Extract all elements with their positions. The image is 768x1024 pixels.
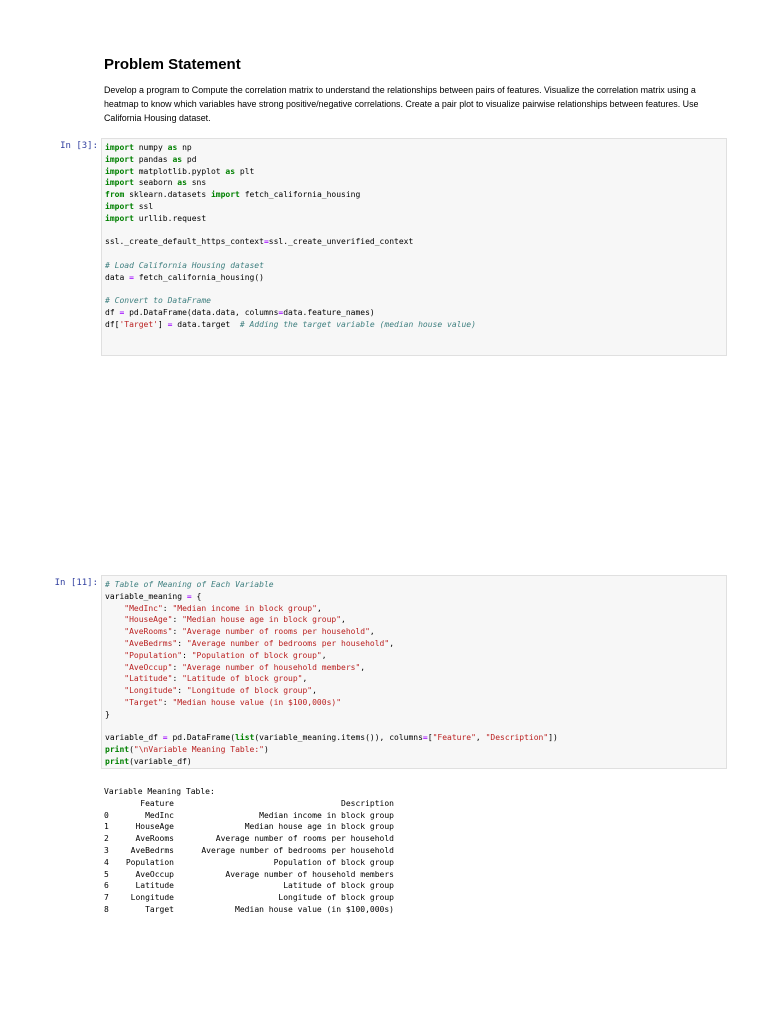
code-line: [105, 650, 723, 662]
output-row-feature: HouseAge: [135, 822, 174, 832]
code-token: (variable_df): [129, 756, 192, 766]
code-token: "HouseAge": [124, 615, 173, 625]
code-cell-2[interactable]: [101, 575, 727, 769]
code-token: plt: [235, 166, 255, 176]
code-token: fetch_california_housing: [239, 190, 361, 200]
code-line: [105, 579, 723, 591]
output-row-index: 8: [104, 904, 109, 914]
code-token: [105, 663, 124, 672]
code-line: [105, 744, 723, 756]
problem-statement-text: Develop a program to Compute the correlation matrix to understand the relationships between pairs of features. Visualize the correlation matrix using a heatmap to know which variables have strong positive/negative correlations. Create a pair plot to visualize pairwise relationships between features. Use California Housing dataset.: [104, 85, 699, 124]
output-row-description: Longitude of block group: [278, 893, 394, 903]
code-token: list: [235, 733, 255, 743]
code-token: import: [210, 190, 240, 200]
code-line: [105, 685, 723, 697]
code-token: df: [105, 308, 120, 318]
code-token: pandas: [133, 154, 173, 164]
code-token: "Median house age in block group": [182, 615, 342, 625]
code-token: :: [182, 650, 192, 660]
code-token: pd.DataFrame(: [167, 733, 236, 743]
code-line: [105, 213, 723, 225]
code-token: # Convert to DataFrame: [105, 296, 211, 306]
output-row-index: 3: [104, 845, 109, 855]
code-token: ,: [316, 603, 322, 613]
code-token: ,: [475, 733, 486, 743]
code-token: =: [278, 308, 284, 318]
code-line: [105, 154, 723, 166]
code-token: pd.DataFrame(data.data, columns: [124, 308, 279, 318]
code-line: [105, 260, 723, 272]
output-row-index: 0: [104, 810, 109, 820]
code-token: from: [105, 190, 125, 200]
code-token: "Longitude of block group": [186, 686, 313, 696]
code-token: :: [162, 603, 173, 613]
code-token: pd: [182, 154, 197, 164]
code-token: data.feature_names): [283, 308, 375, 318]
output-row-feature: MedInc: [145, 810, 174, 820]
code-token: ,: [369, 627, 375, 637]
code-token: import: [105, 166, 134, 176]
code-token: numpy: [133, 143, 168, 152]
code-token: variable_meaning: [105, 591, 187, 601]
code-token: ,: [389, 638, 395, 648]
code-line: [105, 272, 723, 284]
code-line: [105, 284, 723, 296]
code-line: [105, 614, 723, 626]
code-line: [105, 591, 723, 603]
code-token: [105, 639, 124, 648]
code-token: ]): [548, 733, 558, 743]
code-token: [105, 698, 124, 707]
output-row-index: 7: [104, 893, 109, 903]
code-token: =: [186, 591, 192, 601]
code-token: "Feature": [432, 733, 476, 743]
code-line: [105, 697, 723, 709]
code-token: [: [427, 733, 433, 743]
code-token: [105, 627, 124, 636]
code-line: [105, 307, 723, 319]
code-token: =: [129, 272, 134, 282]
code-token: "Population of block group": [191, 650, 322, 660]
output-row-feature: AveBedrms: [130, 845, 174, 855]
output-table-row: [104, 892, 394, 904]
code-token: [105, 651, 124, 660]
code-token: np: [177, 143, 192, 152]
code-token: ): [263, 745, 269, 755]
code-cell-2-source[interactable]: [102, 576, 726, 771]
output-row-description: Median house age in block group: [244, 822, 394, 832]
code-token: "Population": [124, 650, 183, 660]
code-token: "AveRooms": [124, 627, 173, 637]
output-row-description: Average number of rooms per household: [215, 834, 394, 844]
output-table-row: [104, 810, 394, 822]
code-token: :: [172, 674, 183, 684]
code-token: =: [162, 733, 168, 743]
code-token: "Latitude": [124, 674, 173, 684]
code-token: print: [105, 745, 130, 755]
code-token: =: [119, 308, 125, 318]
code-token: variable_df: [105, 733, 163, 743]
output-table-row: [104, 845, 394, 857]
code-token: "AveBedrms": [124, 638, 178, 648]
output-row-index: 6: [104, 881, 109, 891]
code-token: import: [105, 178, 134, 188]
code-token: ,: [321, 650, 327, 660]
code-token: # Load California Housing dataset: [105, 260, 264, 270]
code-token: "Average number of rooms per household": [182, 627, 370, 637]
code-token: (variable_meaning.items()), columns: [254, 733, 423, 743]
output-row-description: Latitude of block group: [283, 881, 394, 891]
code-token: "Target": [124, 697, 163, 707]
code-token: "AveOccup": [124, 662, 173, 672]
code-token: [105, 674, 124, 683]
code-token: import: [105, 154, 134, 164]
code-token: as: [167, 143, 178, 152]
code-token: "Median income in block group": [172, 603, 317, 613]
output-row-description: Median house value (in $100,000s): [235, 904, 394, 914]
code-line: [105, 756, 723, 768]
code-token: :: [172, 627, 183, 637]
code-token: :: [172, 662, 183, 672]
code-token: 'Target': [119, 319, 158, 329]
code-line: [105, 201, 723, 213]
output-row-description: Population of block group: [273, 857, 394, 867]
code-token: ssl._create_unverified_context: [268, 237, 414, 247]
code-line: [105, 189, 723, 201]
code-token: as: [172, 154, 183, 164]
code-token: seaborn: [133, 178, 178, 188]
code-line: [105, 732, 723, 744]
code-line: [105, 225, 723, 237]
code-line: [105, 319, 723, 331]
output-row-feature: Latitude: [135, 881, 174, 891]
code-token: import: [105, 143, 134, 152]
output-table-row: [104, 821, 394, 833]
code-token: ssl: [133, 201, 154, 211]
code-token: ]: [157, 319, 168, 329]
output-row-description: Median income in block group: [259, 810, 394, 820]
code-token: :: [172, 615, 183, 625]
output-row-feature: Longitude: [130, 893, 174, 903]
cell-2-output: [104, 786, 394, 916]
output-row-index: 5: [104, 869, 109, 879]
code-token: =: [263, 237, 269, 247]
code-token: ,: [360, 662, 366, 672]
code-token: "Latitude of block group": [182, 674, 303, 684]
code-line: [105, 236, 723, 248]
code-line: [105, 248, 723, 260]
code-token: # Adding the target variable (median house value): [239, 319, 476, 329]
output-row-description: Average number of household members: [225, 869, 394, 879]
output-row-index: 1: [104, 822, 109, 832]
output-table-row: [104, 880, 394, 892]
code-token: "Average number of household members": [182, 662, 361, 672]
output-table-row: [104, 904, 394, 916]
code-line: [105, 638, 723, 650]
code-token: =: [167, 319, 173, 329]
output-row-feature: Population: [125, 857, 174, 867]
code-token: sklearn.datasets: [124, 190, 211, 200]
output-row-index: 4: [104, 857, 109, 867]
code-token: "MedInc": [124, 603, 163, 613]
code-token: print: [105, 756, 130, 766]
output-table-row: [104, 833, 394, 845]
code-line: [105, 142, 723, 154]
code-token: fetch_california_housing(): [133, 272, 264, 282]
output-col-description: Description: [341, 798, 394, 808]
code-token: (: [129, 745, 134, 755]
output-table-row: [104, 869, 394, 881]
code-token: [105, 686, 124, 695]
output-row-feature: AveOccup: [135, 869, 174, 879]
code-token: urllib.request: [133, 213, 207, 223]
code-token: "\nVariable Meaning Table:": [133, 745, 264, 755]
code-cell-1[interactable]: [101, 138, 727, 356]
code-token: [105, 604, 124, 613]
code-token: :: [177, 686, 187, 696]
output-table-row: [104, 857, 394, 869]
code-token: ssl._create_default_https_context: [105, 237, 264, 247]
code-token: "Description": [485, 733, 549, 743]
code-token: as: [225, 166, 236, 176]
output-header-row: [104, 798, 394, 810]
markdown-title: Problem Statement: [104, 56, 241, 73]
code-token: import: [105, 201, 134, 211]
code-line: [105, 177, 723, 189]
code-line: [105, 295, 723, 307]
code-token: }: [105, 709, 110, 719]
code-token: # Table of Meaning of Each Variable: [105, 580, 274, 589]
code-token: ,: [302, 674, 308, 684]
code-token: data.target: [172, 319, 240, 329]
code-line: [105, 721, 723, 733]
code-token: {: [191, 591, 202, 601]
code-token: matplotlib.pyplot: [133, 166, 226, 176]
code-token: as: [177, 178, 187, 188]
output-heading: Variable Meaning Table:: [104, 787, 215, 796]
output-row-index: 2: [104, 834, 109, 844]
code-token: data: [105, 272, 130, 282]
code-cell-1-source[interactable]: [102, 139, 726, 334]
code-line: [105, 662, 723, 674]
code-token: import: [105, 213, 134, 223]
output-row-feature: Target: [145, 904, 174, 914]
output-col-feature: Feature: [140, 798, 174, 808]
output-row-feature: AveRooms: [135, 834, 174, 844]
code-token: ,: [341, 615, 346, 625]
code-token: "Median house value (in $100,000s)": [172, 697, 342, 707]
code-token: "Average number of bedrooms per household": [186, 638, 390, 648]
code-line: [105, 673, 723, 685]
cell-2-prompt: In [11]:: [54, 578, 98, 588]
code-token: "Longitude": [124, 686, 178, 696]
code-token: :: [177, 638, 187, 648]
code-line: [105, 166, 723, 178]
code-token: sns: [186, 178, 207, 188]
code-token: :: [162, 697, 173, 707]
code-token: ,: [312, 686, 317, 696]
output-row-description: Average number of bedrooms per household: [201, 845, 394, 855]
code-token: df[: [105, 319, 120, 329]
code-token: =: [422, 733, 428, 743]
code-token: [105, 615, 124, 624]
code-line: [105, 603, 723, 615]
code-line: [105, 626, 723, 638]
cell-1-prompt: In [3]:: [60, 141, 98, 151]
code-line: [105, 709, 723, 721]
